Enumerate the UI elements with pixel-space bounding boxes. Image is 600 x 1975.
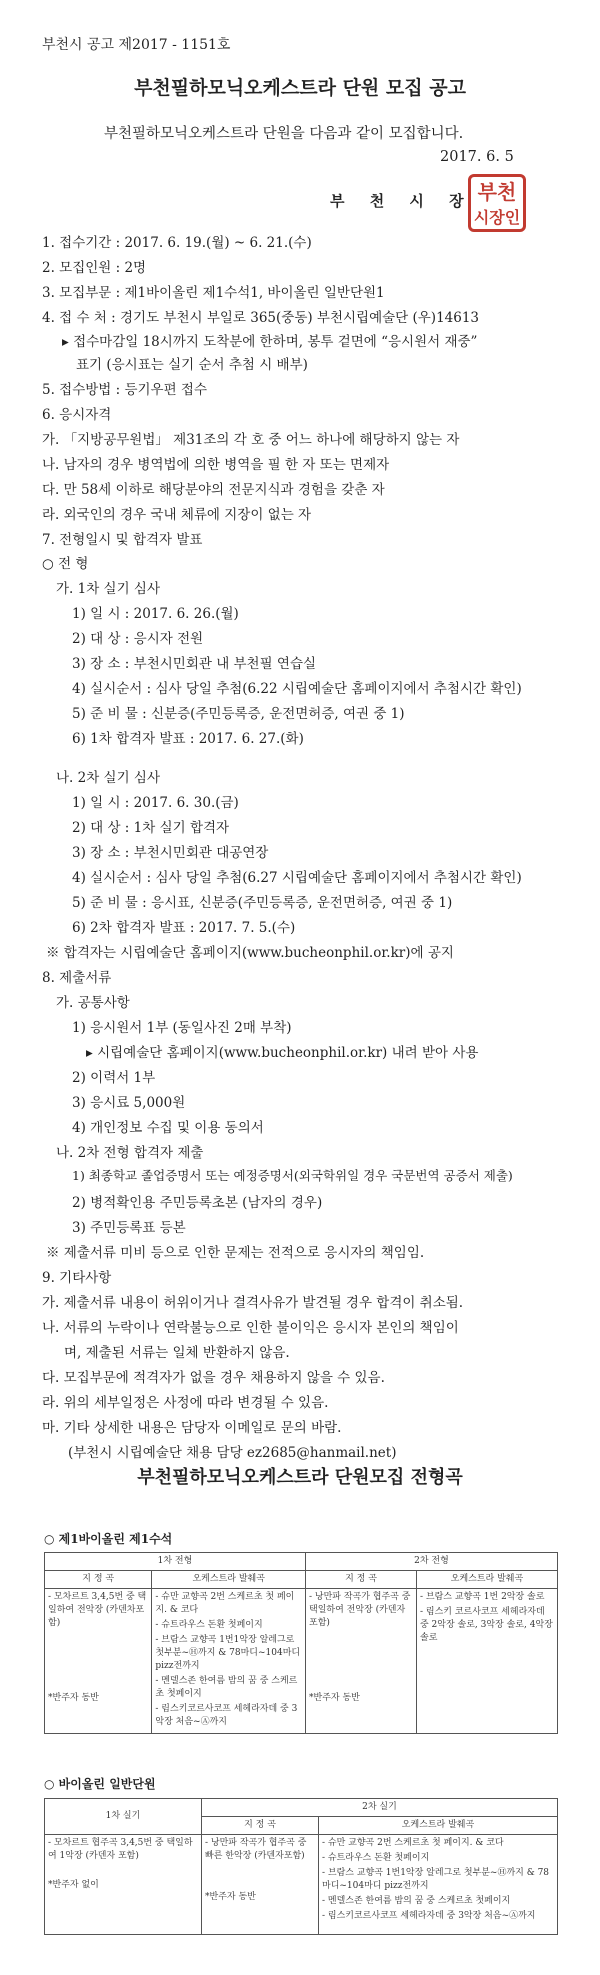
section1-heading: ○ 제1바이올린 제1수석: [44, 1532, 173, 1546]
s1-r2-excerpt-1: - 브람스 교향곡 1번 2악장 솔로: [420, 1592, 545, 1602]
issuer-name: 부 천 시 장: [330, 192, 474, 210]
line-docs-r2-3: 3) 주민등록표 등본: [72, 1220, 186, 1236]
line-positions: 3. 모집부문 : 제1바이올린 제1수석1, 바이올린 일반단원1: [42, 285, 385, 301]
s2-r2-col-designated: 지 정 곡: [202, 1817, 319, 1835]
s1-r1-designated-text: - 모차르트 3,4,5번 중 택일하여 전악장 (카덴차포함): [48, 1592, 147, 1628]
line-r2-order: 4) 실시순서 : 심사 당일 추첨(6.27 시립예술단 홈페이지에서 추첨시간 확인): [72, 870, 522, 886]
line-receipt-note: ▸ 접수마감일 18시까지 도착분에 한하며, 봉투 겉면에 “응시원서 재중”: [62, 334, 478, 350]
line-r2-date: 1) 일 시 : 2017. 6. 30.(금): [72, 795, 239, 811]
section2-table: [44, 1798, 558, 1935]
s2-r2-accompanist: *반주자 동반: [205, 1892, 256, 1902]
line-docs-3: 3) 응시료 5,000원: [72, 1095, 186, 1111]
line-announce-note: ※ 합격자는 시립예술단 홈페이지(www.bucheonphil.or.kr)에 공지: [46, 945, 454, 961]
line-elig-b: 나. 남자의 경우 병역법에 의한 병역을 필 한 자 또는 면제자: [42, 457, 390, 473]
line-docs-1: 1) 응시원서 1부 (동일사진 2매 부착): [72, 1020, 292, 1036]
intro-text: 부천필하모닉오케스트라 단원을 다음과 같이 모집합니다.: [104, 126, 464, 142]
line-round2: 나. 2차 실기 심사: [56, 770, 160, 786]
line-receipt-note-2: 표기 (응시표는 실기 순서 추첨 시 배부): [76, 357, 308, 373]
line-docs-round2: 나. 2차 전형 합격자 제출: [56, 1145, 204, 1161]
line-r1-place: 3) 장 소 : 부천시민회관 내 부천필 연습실: [72, 656, 317, 672]
line-misc-b: 나. 서류의 누락이나 연락불능으로 인한 불이익은 응시자 본인의 책임이: [42, 1320, 459, 1336]
s2-r2-excerpt-cell: [319, 1835, 558, 1935]
section2-heading: ○ 바이올린 일반단원: [44, 1777, 156, 1791]
s1-r1-excerpt-1: - 슈만 교향곡 2번 스케르초 첫 페이지. & 코다: [155, 1592, 295, 1615]
page-title: 부천필하모닉오케스트라 단원 모집 공고: [134, 77, 466, 99]
line-docs-1-note: ▸ 시립예술단 홈페이지(www.bucheonphil.or.kr) 내려 받아 사용: [86, 1045, 479, 1061]
s2-r2-excerpt-4: - 멘델스존 한여름 밤의 꿈 중 스케르초 첫페이지: [322, 1896, 511, 1906]
s2-r2-excerpt-3: - 브람스 교향곡 1번1악장 알레그로 첫부분~Ⓗ까지 & 78마디~104마디 pizz전까지: [322, 1868, 550, 1891]
line-r1-date: 1) 일 시 : 2017. 6. 26.(월): [72, 606, 239, 622]
line-docs-r2-1: 1) 최종학교 졸업증명서 또는 예정증명서(외국학위일 경우 국문번역 공증서 제출): [72, 1168, 513, 1183]
s2-r1-text: - 모차르트 협주곡 3,4,5번 중 택일하여 1악장 (카덴자 포함): [48, 1838, 193, 1861]
line-headcount: 2. 모집인원 : 2명: [42, 260, 147, 276]
s1-r1-excerpt-5: - 림스키코르사코프 세헤라자데 중 3악장 처음~Ⓐ까지: [155, 1704, 298, 1727]
line-elig-a: 가. 「지방공무원법」 제31조의 각 호 중 어느 하나에 해당하지 않는 자: [42, 432, 460, 448]
line-misc-d: 라. 위의 세부일정은 사정에 따라 변경될 수 있음.: [42, 1395, 329, 1411]
line-r2-items: 5) 준 비 물 : 응시표, 신분증(주민등록증, 운전면허증, 여권 중 1): [72, 895, 453, 911]
s2-round1-header: 1차 실기: [45, 1799, 202, 1835]
section1-table: [44, 1552, 558, 1734]
line-eligibility: 6. 응시자격: [42, 407, 112, 423]
official-seal: [468, 174, 526, 232]
line-misc-a: 가. 제출서류 내용이 허위이거나 결격사유가 발견될 경우 합격이 취소됨.: [42, 1295, 464, 1311]
s2-round2-header: 2차 실기: [202, 1799, 558, 1817]
notice-number: 부천시 공고 제2017 - 1151호: [42, 37, 231, 53]
s2-r2-designated-cell: [202, 1835, 319, 1935]
s1-r1-col-excerpt: 오케스트라 발췌곡: [152, 1571, 306, 1589]
line-docs-2: 2) 이력서 1부: [72, 1070, 156, 1086]
line-r1-result: 6) 1차 합격자 발표 : 2017. 6. 27.(화): [72, 731, 304, 747]
s1-r1-excerpt-3: - 브람스 교향곡 1번1악장 알레그로 첫부분~Ⓗ까지 & 78마디~104마디 pizz전까지: [155, 1635, 301, 1671]
line-misc-e: 마. 기타 상세한 내용은 담당자 이메일로 문의 바람.: [42, 1420, 342, 1436]
line-schedule: 7. 전형일시 및 합격자 발표: [42, 532, 203, 548]
s1-r2-designated-text: - 낭만파 작곡가 협주곡 중 택일하여 전악장 (카덴자포함): [309, 1592, 411, 1628]
line-r2-result: 6) 2차 합격자 발표 : 2017. 7. 5.(수): [72, 920, 296, 936]
s1-r2-excerpt-2: - 림스키 코르사코프 세헤라자데 중 2악장 솔로, 3악장 솔로, 4악장 솔로: [420, 1607, 553, 1643]
s2-r2-excerpt-1: - 슈만 교향곡 2번 스케르초 첫 페이지. & 코다: [322, 1838, 504, 1848]
notice-date: 2017. 6. 5: [440, 149, 514, 165]
line-receipt-period: 1. 접수기간 : 2017. 6. 19.(월) ~ 6. 21.(수): [42, 235, 312, 251]
line-r1-items: 5) 준 비 물 : 신분증(주민등록증, 운전면허증, 여권 중 1): [72, 706, 405, 722]
s2-r2-excerpt-5: - 림스키코르사코프 세헤라자데 중 3악장 처음~Ⓐ까지: [322, 1911, 536, 1921]
line-contact: (부천시 시립예술단 채용 담당 ez2685@hanmail.net): [68, 1445, 397, 1461]
line-misc-c: 다. 모집부문에 적격자가 없을 경우 채용하지 않을 수 있음.: [42, 1370, 385, 1386]
s1-r2-col-designated: 지 정 곡: [306, 1571, 417, 1589]
s1-r1-col-designated: 지 정 곡: [45, 1571, 152, 1589]
s1-r1-excerpt-2: - 슈트라우스 돈환 첫페이지: [155, 1620, 263, 1630]
s1-r2-col-excerpt: 오케스트라 발췌곡: [417, 1571, 558, 1589]
seal-line-2: 시장인: [473, 208, 521, 227]
s2-r2-designated-text: - 낭만파 작곡가 협주곡 중 빠른 한악장 (카덴자포함): [205, 1838, 307, 1861]
s1-r1-accompanist: *반주자 동반: [48, 1693, 99, 1703]
line-docs-4: 4) 개인정보 수집 및 이용 동의서: [72, 1120, 264, 1136]
s1-r1-excerpt-cell: [152, 1589, 306, 1734]
line-r2-place: 3) 장 소 : 부천시민회관 대공연장: [72, 845, 269, 861]
s2-r1-accompanist: *반주자 없이: [48, 1880, 99, 1890]
line-documents: 8. 제출서류: [42, 970, 112, 986]
line-receipt-method: 5. 접수방법 : 등기우편 접수: [42, 382, 208, 398]
seal-line-1: 부천: [477, 180, 517, 204]
line-r1-target: 2) 대 상 : 응시자 전원: [72, 631, 204, 647]
s1-round1-header: 1차 전형: [45, 1553, 306, 1571]
line-r1-order: 4) 실시순서 : 심사 당일 추첨(6.22 시립예술단 홈페이지에서 추첨시간 확인): [72, 681, 522, 697]
s1-r2-designated-cell: [306, 1589, 417, 1734]
line-elig-d: 라. 외국인의 경우 국내 체류에 지장이 없는 자: [42, 507, 312, 523]
s2-r2-excerpt-2: - 슈트라우스 돈환 첫페이지: [322, 1853, 430, 1863]
line-docs-note: ※ 제출서류 미비 등으로 인한 문제는 전적으로 응시자의 책임임.: [46, 1245, 425, 1261]
s2-r1-cell: [45, 1835, 202, 1935]
line-docs-common: 가. 공통사항: [56, 995, 130, 1011]
line-misc: 9. 기타사항: [42, 1270, 112, 1286]
s1-round2-header: 2차 전형: [306, 1553, 558, 1571]
line-round1: 가. 1차 실기 심사: [56, 581, 160, 597]
line-misc-b-2: 며, 제출된 서류는 일체 반환하지 않음.: [64, 1345, 290, 1361]
s1-r1-designated-cell: [45, 1589, 152, 1734]
line-docs-r2-2: 2) 병적확인용 주민등록초본 (남자의 경우): [72, 1195, 323, 1211]
line-screening: ○ 전 형: [42, 556, 89, 572]
s1-r1-excerpt-4: - 멘델스존 한여름 밤의 꿈 중 스케르초 첫페이지: [155, 1676, 298, 1699]
s2-r2-col-excerpt: 오케스트라 발췌곡: [319, 1817, 558, 1835]
s1-r2-accompanist: *반주자 동반: [309, 1693, 360, 1703]
line-elig-c: 다. 만 58세 이하로 해당분야의 전문지식과 경험을 갖춘 자: [42, 482, 385, 498]
s1-r2-excerpt-cell: [417, 1589, 558, 1734]
line-r2-target: 2) 대 상 : 1차 실기 합격자: [72, 820, 230, 836]
repertoire-title: 부천필하모닉오케스트라 단원모집 전형곡: [137, 1467, 463, 1488]
line-receipt-place: 4. 접 수 처 : 경기도 부천시 부일로 365(중동) 부천시립예술단 (우)14613: [42, 310, 480, 326]
